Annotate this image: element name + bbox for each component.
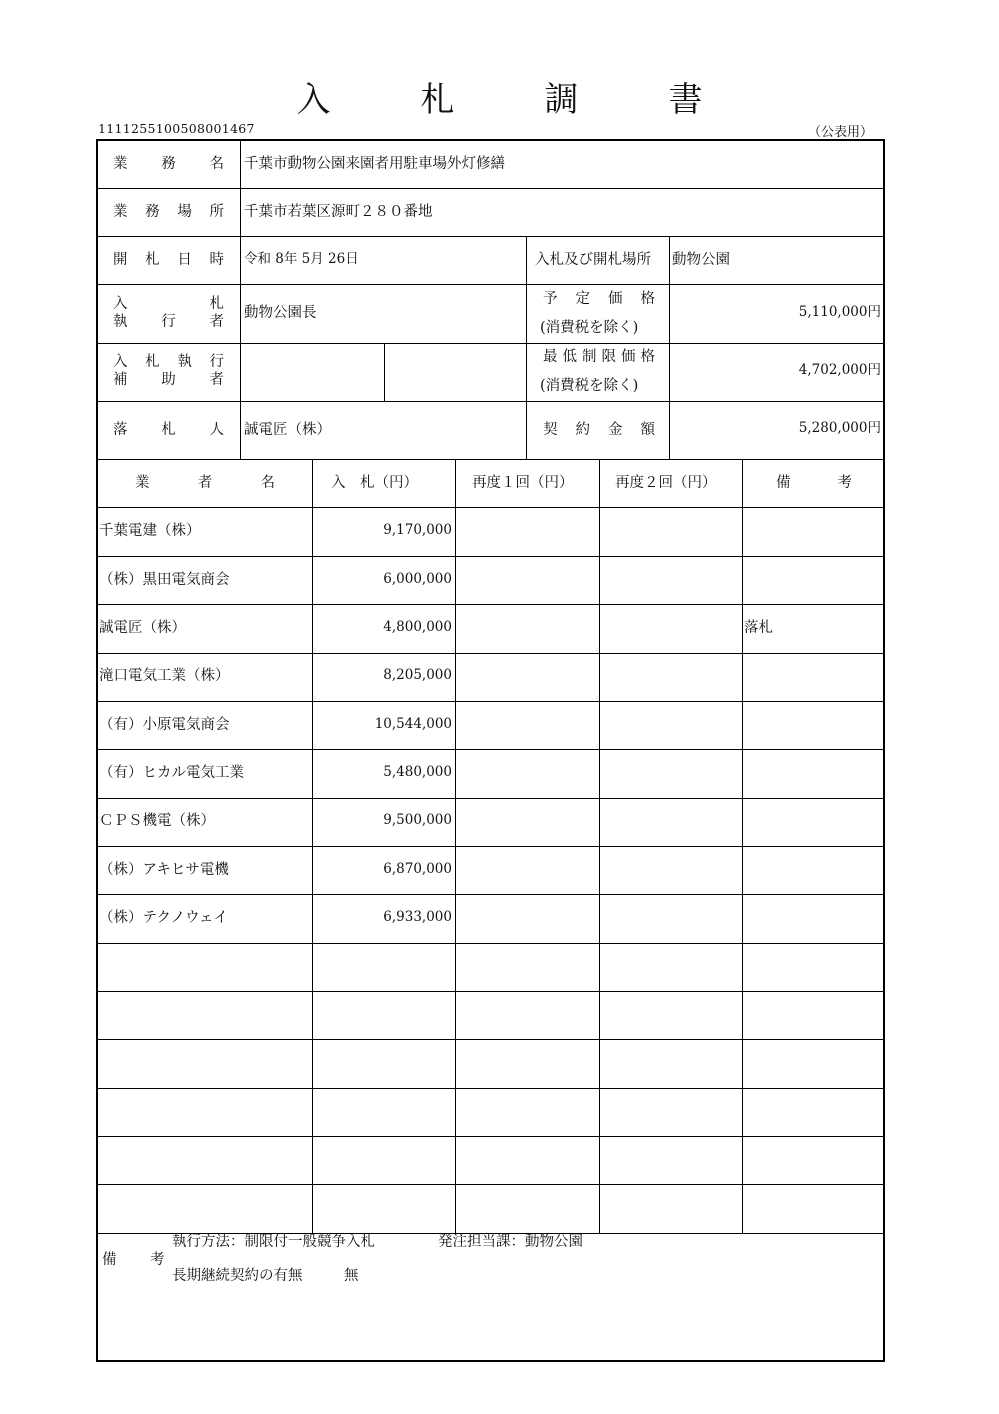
table-row-bid: 6,000,000 (383, 571, 452, 587)
executor-label-2: 執 行 者 (113, 314, 224, 330)
work-place: 千葉市若葉区源町２８０番地 (244, 204, 433, 220)
table-row-company: （有）小原電気商会 (99, 717, 230, 733)
min-price-note: (消費税を除く) (540, 378, 639, 394)
rule (98, 401, 885, 402)
long-term-contract-value: 無 (344, 1268, 359, 1284)
rule (98, 894, 885, 895)
table-row-company: （有）ヒカル電気工業 (99, 765, 244, 781)
col-re2: 再度２回（円） (615, 475, 717, 491)
contract-amount: 5,280,000円 (798, 420, 881, 436)
rule (526, 236, 527, 459)
open-date-label: 開 札 日 時 (113, 252, 224, 268)
rule (98, 991, 885, 992)
rule (98, 604, 885, 605)
rule (98, 701, 885, 702)
rule (98, 1039, 885, 1040)
rule (98, 1184, 885, 1185)
table-row-company: （株）テクノウェイ (99, 910, 229, 926)
work-name: 千葉市動物公園来園者用駐車場外灯修繕 (244, 156, 505, 172)
contract-label: 契 約 金 額 (543, 422, 655, 438)
rule (742, 459, 743, 1233)
document-number: 1111255100508001467 (98, 121, 255, 136)
table-row-bid: 10,544,000 (374, 716, 452, 732)
table-row-note: 落札 (744, 620, 773, 636)
order-department: 発注担当課：動物公園 (438, 1234, 583, 1250)
rule (98, 284, 885, 285)
table-row-company: ＣＰＳ機電（株） (99, 813, 215, 829)
rule (599, 459, 600, 1233)
col-bid: 入 札（円） (331, 475, 418, 491)
rule (98, 798, 885, 799)
min-price: 4,702,000円 (798, 362, 881, 378)
public-use-label: （公表用） (808, 125, 874, 140)
work-name-label: 業 務 名 (113, 156, 224, 172)
bid-place: 動物公園 (672, 252, 730, 268)
winner-label: 落 札 人 (113, 422, 224, 438)
rule (98, 459, 885, 460)
rule (98, 188, 885, 189)
table-row-bid: 9,500,000 (383, 812, 452, 828)
rule (98, 1136, 885, 1137)
table-row-company: 千葉電建（株） (99, 523, 201, 539)
rule (384, 343, 385, 401)
rule (669, 236, 670, 459)
rule (240, 141, 241, 459)
rule (98, 343, 885, 344)
table-row-company: 滝口電気工業（株） (99, 668, 230, 684)
rule (98, 943, 885, 944)
table-row-bid: 8,205,000 (383, 667, 452, 683)
table-row-bid: 6,870,000 (383, 861, 452, 877)
col-note: 備 考 (776, 475, 852, 491)
execution-method: 執行方法：制限付一般競争入札 (172, 1234, 375, 1250)
document-title: 入 札 調 書 (296, 80, 731, 120)
rule (98, 507, 885, 508)
assistant-label-2: 補 助 者 (113, 372, 224, 388)
planned-price-note: (消費税を除く) (540, 320, 639, 336)
bid-place-label: 入札及び開札場所 (535, 252, 651, 268)
rule (455, 459, 456, 1233)
rule (98, 556, 885, 557)
rule (98, 1088, 885, 1089)
executor-label-1: 入 札 (113, 296, 224, 312)
table-row-company: （株）黒田電気商会 (99, 572, 230, 588)
long-term-contract-label: 長期継続契約の有無 (172, 1268, 303, 1284)
table-row-bid: 5,480,000 (383, 764, 452, 780)
rule (98, 653, 885, 654)
rule (98, 749, 885, 750)
planned-price-label: 予 定 価 格 (543, 291, 655, 307)
winner: 誠電匠（株） (244, 422, 331, 438)
col-re1: 再度１回（円） (472, 475, 574, 491)
planned-price: 5,110,000円 (798, 304, 881, 320)
table-row-company: 誠電匠（株） (99, 620, 186, 636)
min-price-label: 最 低 制 限 価 格 (543, 349, 655, 365)
table-row-bid: 6,933,000 (383, 909, 452, 925)
rule (98, 846, 885, 847)
assistant-label-1: 入 札 執 行 (113, 354, 224, 370)
remarks-label-1: 備 (102, 1252, 117, 1268)
table-row-company: （株）アキヒサ電機 (99, 862, 229, 878)
remarks-label-2: 考 (150, 1252, 165, 1268)
table-row-bid: 9,170,000 (383, 522, 452, 538)
work-place-label: 業 務 場 所 (113, 204, 224, 220)
open-date: 令和 8年 5月 26日 (244, 251, 359, 267)
rule (98, 236, 885, 237)
executor: 動物公園長 (244, 305, 317, 321)
col-company: 業 者 名 (135, 475, 275, 491)
table-row-bid: 4,800,000 (383, 619, 452, 635)
